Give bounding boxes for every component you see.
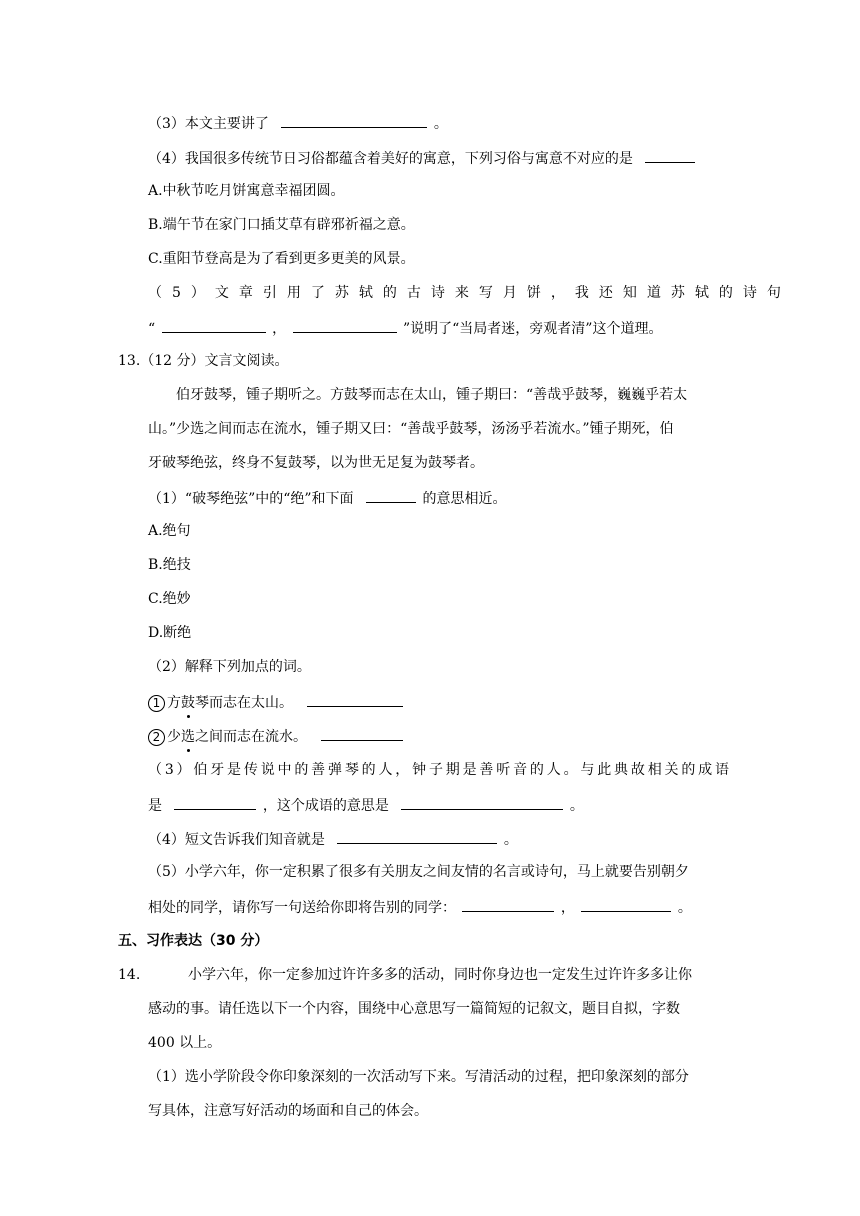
- q12-sub5-rest: ”说明了“当局者迷，旁观者清”这个道理。: [402, 321, 663, 337]
- q14-line1: 小学六年，你一定参加过许许多多的活动，同时你身边也一定发生过许许多多让你: [188, 967, 692, 983]
- circled-number: 2: [148, 729, 165, 746]
- answer-blank[interactable]: [462, 896, 554, 912]
- q13-sub5-line2: [148, 896, 692, 916]
- q13-sub2: （2）解释下列加点的词。: [148, 659, 311, 675]
- text: 之间而志在流水。: [195, 729, 307, 745]
- answer-blank[interactable]: [401, 794, 563, 810]
- text: 。: [503, 832, 518, 848]
- q14-line2: 感动的事。请任选以下一个内容，围绕中心意思写一篇简短的记叙文，题目自拟，字数: [148, 1001, 680, 1017]
- q13-sub2-item1: [148, 691, 405, 711]
- text: 少: [167, 729, 181, 745]
- q12-option-c: C.重阳节登高是为了看到更多更美的风景。: [148, 251, 415, 267]
- q13-sub5-text: 相处的同学，请你写一句送给你即将告别的同学：: [148, 900, 456, 916]
- answer-blank[interactable]: [321, 725, 403, 741]
- q13-passage-line3: 牙破琴绝弦，终身不复鼓琴，以为世无足复为鼓琴者。: [148, 455, 484, 471]
- answer-blank[interactable]: [293, 317, 397, 333]
- q13-option-c: C.绝妙: [148, 591, 191, 607]
- text: ，这个成语的意思是: [262, 798, 389, 814]
- q13-option-b: B.绝技: [148, 557, 191, 573]
- text: 方: [167, 695, 181, 711]
- q12-sub4: [148, 147, 697, 167]
- circled-number: 1: [148, 695, 165, 712]
- q12-sub4-text: （4）我国很多传统节日习俗都蕴含着美好的寓意，下列习俗与寓意不对应的是: [148, 151, 633, 167]
- q13-sub1: [148, 487, 506, 507]
- q13-sub5-line1: （5）小学六年，你一定积累了很多有关朋友之间友情的名言或诗句，马上就要告别朝夕: [148, 864, 689, 880]
- answer-blank[interactable]: [174, 794, 256, 810]
- q13-option-d: D.断绝: [148, 625, 192, 641]
- q13-passage-line1: 伯牙鼓琴，锺子期听之。方鼓琴而志在太山，锺子期曰：“善哉乎鼓琴，巍巍乎若太: [176, 387, 688, 403]
- q12-option-a: A.中秋节吃月饼寓意幸福团圆。: [148, 183, 345, 199]
- q12-option-b: B.端午节在家门口插艾草有辟邪祈福之意。: [148, 217, 415, 233]
- text: 琴而志在太山。: [195, 695, 293, 711]
- text: 是: [148, 798, 162, 814]
- q13-passage-line2: 山。”少选之间而志在流水，锺子期又曰：“善哉乎鼓琴，汤汤乎若流水。”锺子期死，伯: [148, 421, 674, 437]
- answer-blank[interactable]: [581, 896, 671, 912]
- q13-sub1-text: （1）“破琴绝弦”中的“绝”和下面: [148, 491, 354, 507]
- q13-sub3-line1: （3）伯牙是传说中的善弹琴的人，钟子期是善听音的人。与此典故相关的成语: [148, 762, 730, 778]
- text: 。: [677, 900, 692, 916]
- q14-sub1-line2: 写具体，注意写好活动的场面和自己的体会。: [148, 1103, 428, 1119]
- q14-line3: 400 以上。: [148, 1035, 222, 1051]
- q12-sub3: [148, 112, 448, 132]
- q13-sub2-item2: [148, 725, 405, 745]
- section-heading: 五、习作表达（30 分）: [118, 933, 269, 949]
- answer-blank[interactable]: [366, 487, 416, 503]
- q13-sub1-end: 的意思相近。: [422, 491, 507, 507]
- comma: ，: [560, 900, 575, 916]
- q13-heading: 13.（12 分）文言文阅读。: [118, 353, 289, 369]
- answer-blank[interactable]: [337, 828, 497, 844]
- q13-option-a: A.绝句: [148, 523, 191, 539]
- q12-sub5-line2: [148, 317, 662, 337]
- text: 。: [569, 798, 584, 814]
- q13-sub4: [148, 828, 518, 848]
- q12-sub3-end: 。: [433, 116, 448, 132]
- open-quote: “: [148, 321, 156, 337]
- q13-sub3-line2: [148, 794, 584, 814]
- q14-number: 14.: [118, 967, 141, 983]
- q13-sub4-text: （4）短文告诉我们知音就是: [148, 832, 325, 848]
- answer-blank[interactable]: [307, 691, 403, 707]
- answer-blank[interactable]: [645, 147, 695, 163]
- q12-sub3-text: （3）本文主要讲了: [148, 116, 269, 132]
- dotted-character: 鼓: [181, 695, 195, 711]
- comma: ，: [272, 321, 287, 337]
- q12-sub5-line1: （5）文章引用了苏轼的古诗来写月饼，我还知道苏轼的诗句: [148, 285, 791, 301]
- dotted-character: 选: [181, 729, 195, 745]
- answer-blank[interactable]: [162, 317, 266, 333]
- answer-blank[interactable]: [281, 112, 427, 128]
- q14-sub1-line1: （1）选小学阶段令你印象深刻的一次活动写下来。写清活动的过程，把印象深刻的部分: [148, 1069, 689, 1085]
